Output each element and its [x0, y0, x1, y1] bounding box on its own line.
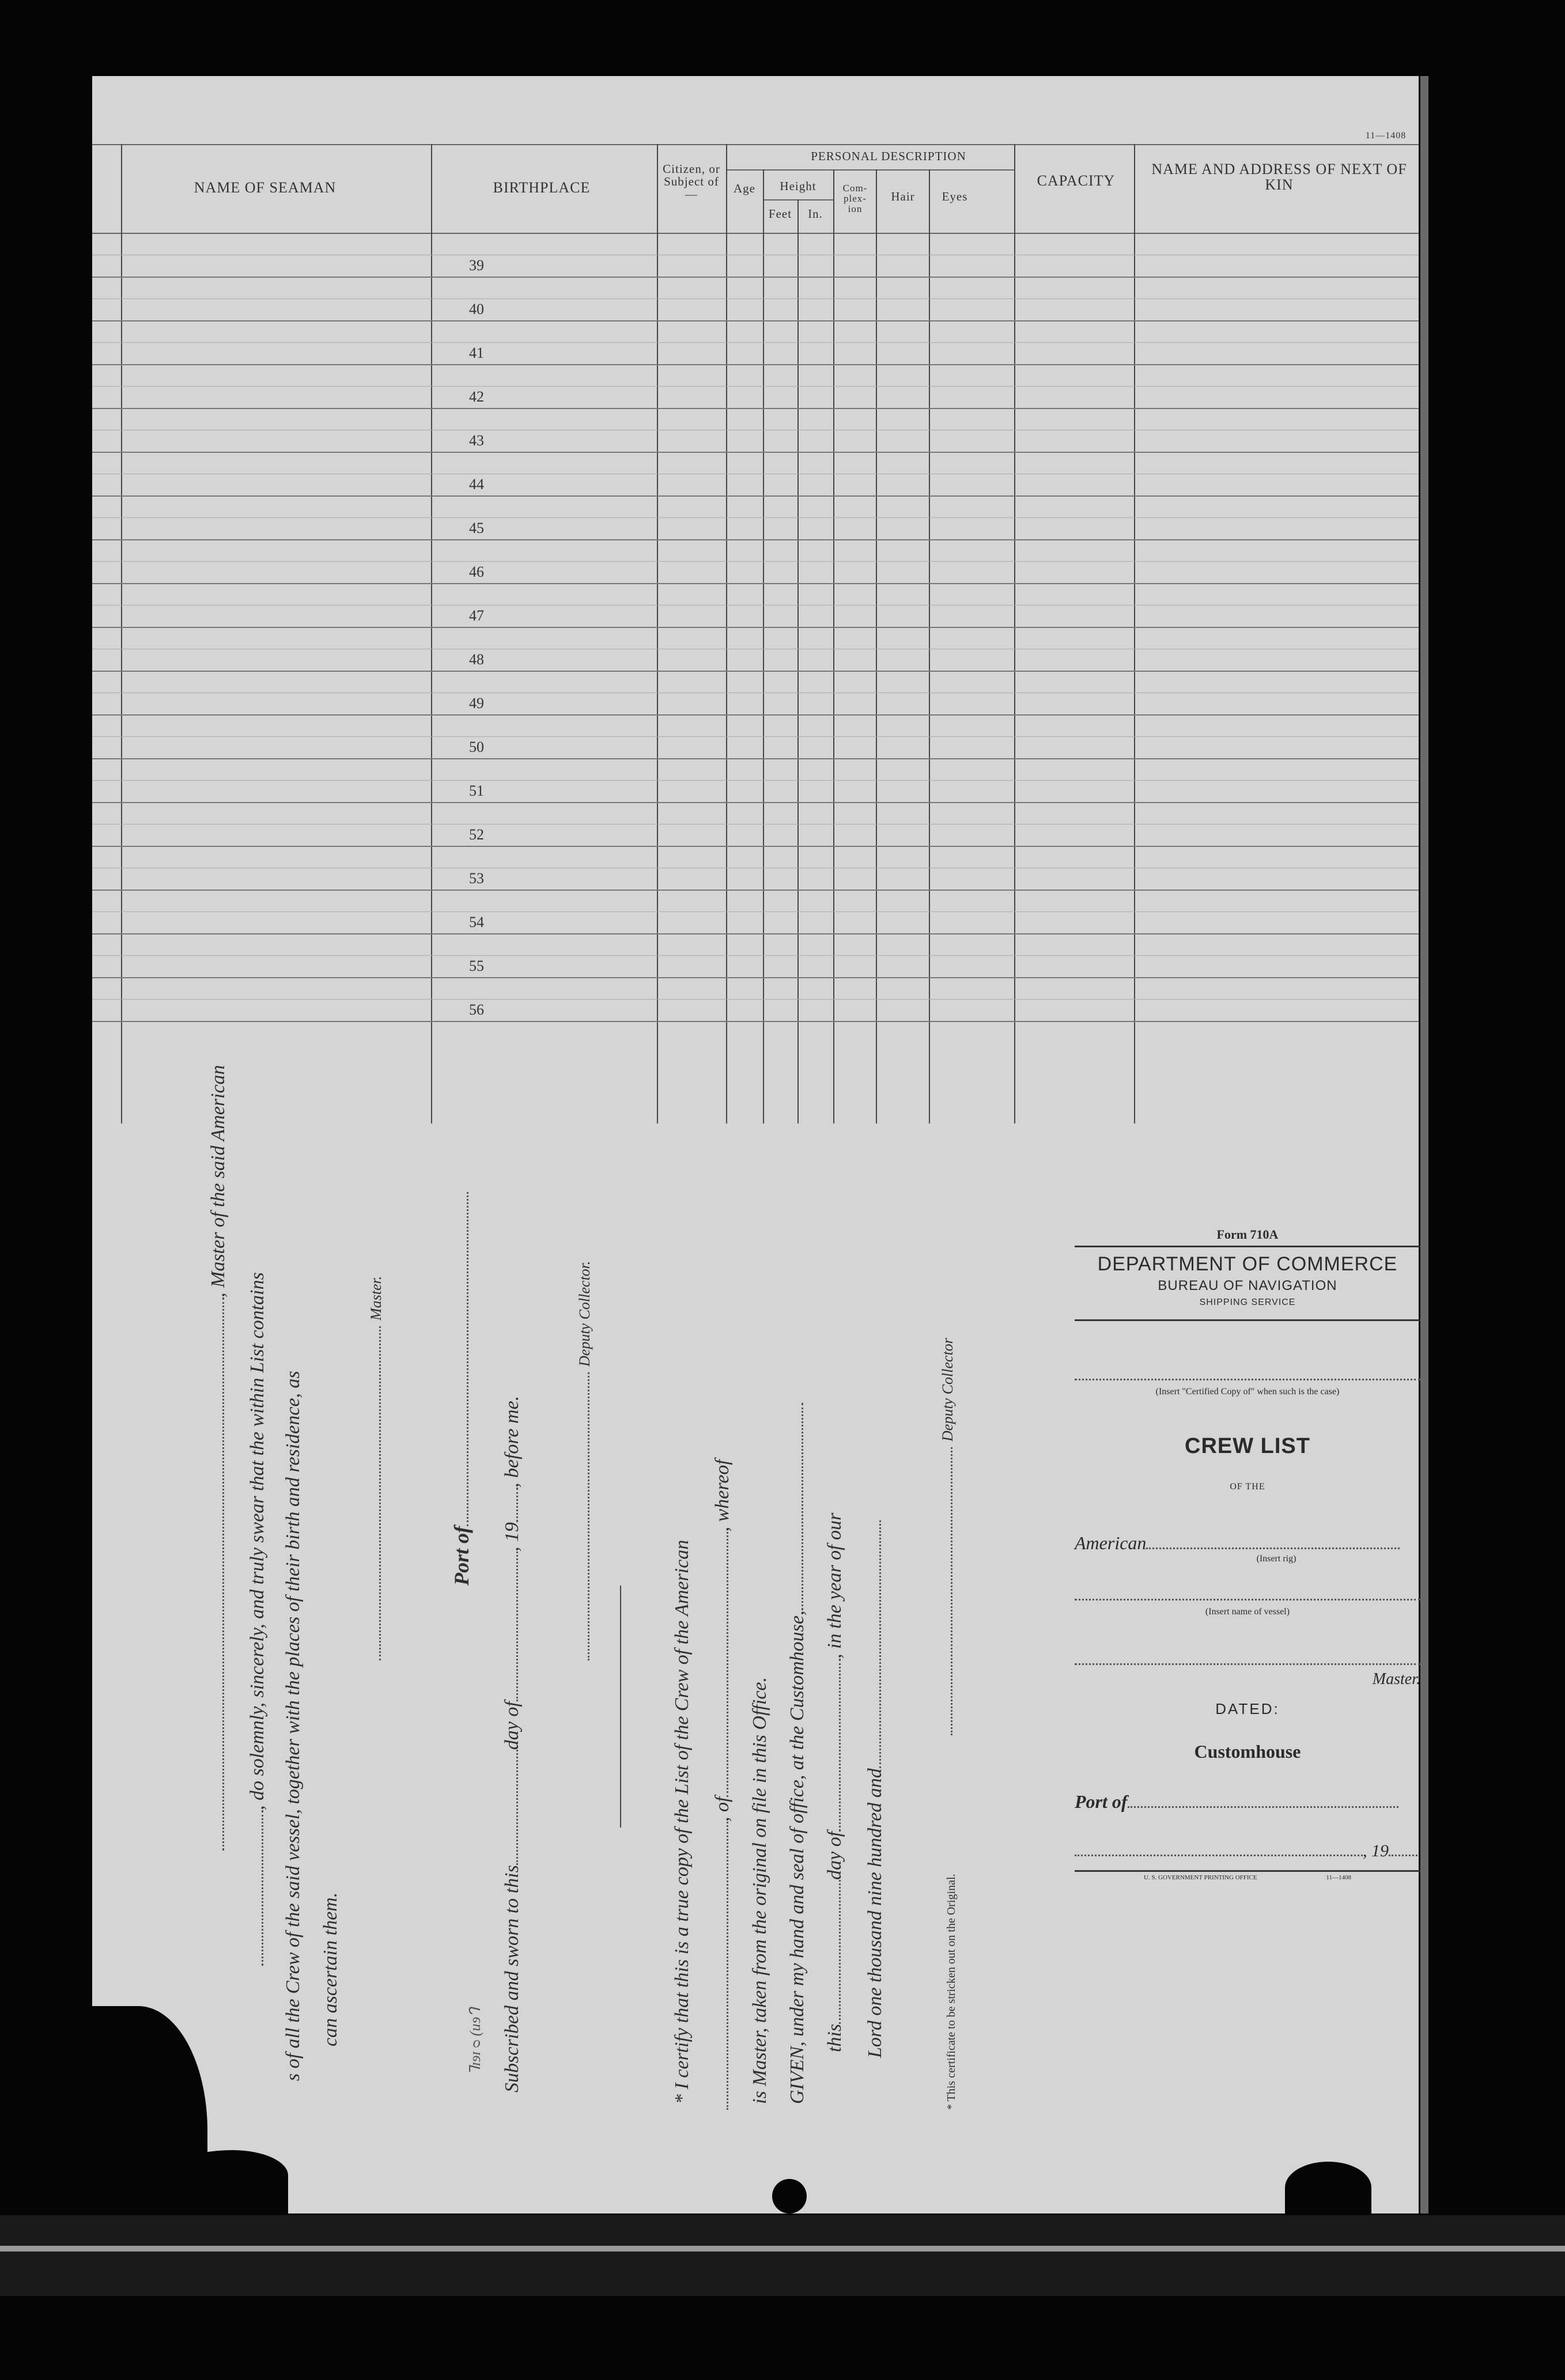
header-eyes: Eyes — [942, 190, 968, 203]
row-number: 51 — [469, 782, 484, 799]
header-complexion: Com- plex- ion — [842, 183, 868, 214]
oath-port-of — [449, 1192, 474, 1586]
row-number: 45 — [469, 520, 484, 536]
cert-line-5 — [824, 1513, 846, 2052]
oath-divider — [620, 1586, 621, 1827]
row-rule — [92, 539, 1419, 540]
cert-line-4 — [787, 1403, 808, 2104]
header-capacity: CAPACITY — [1037, 172, 1116, 189]
row-number: 39 — [469, 257, 484, 274]
row-rule — [92, 714, 1419, 716]
header-height: Height — [780, 179, 816, 193]
film-bottom-line — [0, 2246, 1565, 2252]
oath-line-2 — [247, 1272, 269, 1966]
row-mid-rule — [92, 911, 1419, 912]
row-rule — [92, 583, 1419, 584]
header-name-of-seaman: NAME OF SEAMAN — [194, 179, 337, 196]
cover-date-line — [1075, 1841, 1420, 1861]
cert-whereof: , whereof — [712, 1459, 733, 1532]
cert-deputy-sig — [939, 1338, 957, 1735]
col-rule — [431, 144, 432, 1123]
row-number: 50 — [469, 739, 484, 755]
vessel-name-line — [1075, 1599, 1420, 1600]
cover-form-no: 11—1408 — [1326, 1874, 1351, 1881]
row-mid-rule — [92, 736, 1419, 737]
cert-line-1-text: * I certify that this is a true copy of the List of the Crew of the American — [671, 1539, 693, 2104]
row-number: 52 — [469, 826, 484, 843]
cert-line-3-text: is Master, taken from the original on file in this Office. — [749, 1677, 770, 2104]
cert-line-2 — [712, 1459, 734, 2110]
header-hair: Hair — [891, 190, 915, 203]
cert-given-text: GIVEN, under my hand and seal of office, at the Customhouse, — [787, 1610, 808, 2104]
row-mid-rule — [92, 517, 1419, 518]
cert-of: , of — [712, 1796, 733, 1822]
cover-panel — [1075, 1227, 1420, 1881]
oath-master-label: Master. — [368, 1276, 384, 1320]
row-rule — [92, 364, 1419, 365]
row-mid-rule — [92, 386, 1419, 387]
header-citizen: Citizen, or Subject of— — [663, 162, 720, 202]
row-rule — [92, 977, 1419, 978]
cover-port-of-label: Port of — [1075, 1791, 1128, 1812]
oath-stamp-text: ᒣɪɘɪ ᴑ (ᴎɘᒉ — [467, 2007, 483, 2075]
row-mid-rule — [92, 298, 1419, 299]
oath-line-2-text: , do solemnly, sincerely, and truly swear that the within List contains — [247, 1272, 268, 1810]
cert-this: this — [824, 2023, 845, 2052]
row-number: 54 — [469, 914, 484, 930]
row-rule — [92, 452, 1419, 453]
row-mid-rule — [92, 955, 1419, 956]
cover-insert-certified: (Insert "Certified Copy of" when such is the case) — [1155, 1387, 1340, 1397]
row-rule — [92, 933, 1419, 934]
cert-lord-text: Lord one thousand nine hundred and — [864, 1768, 886, 2058]
row-rule — [92, 1021, 1419, 1022]
sheet-right-edge — [1420, 76, 1428, 2213]
oath-subscribed-text: Subscribed and sworn to this — [501, 1865, 523, 2093]
burn-damage — [772, 2179, 807, 2213]
certified-copy-line — [1075, 1379, 1420, 1380]
cover-port-of-line — [1075, 1791, 1420, 1813]
header-personal-description: PERSONAL DESCRIPTION — [811, 149, 966, 163]
header-age: Age — [734, 181, 755, 195]
row-rule — [92, 846, 1419, 847]
cert-line-3 — [749, 1677, 771, 2104]
col-rule — [833, 169, 834, 1123]
col-rule — [797, 199, 799, 1123]
col-rule — [876, 169, 877, 1123]
oath-nineteen: , 19 — [501, 1522, 523, 1552]
cert-footnote-text: * This certificate to be stricken out on the Original. — [945, 1874, 958, 2110]
cert-line-6 — [864, 1520, 886, 2058]
header-birthplace: BIRTHPLACE — [493, 179, 591, 196]
cover-american-label: American — [1075, 1533, 1147, 1553]
header-next-of-kin: NAME AND ADDRESS OF NEXT OF KIN — [1151, 161, 1407, 194]
row-number: 48 — [469, 651, 484, 668]
header-top-rule — [92, 144, 1419, 145]
oath-line-1 — [207, 1065, 229, 1851]
cover-bureau: BUREAU OF NAVIGATION — [1158, 1278, 1337, 1293]
row-number: 41 — [469, 345, 484, 361]
film-bottom-strip — [0, 2215, 1565, 2296]
cover-footer — [1075, 1874, 1420, 1881]
row-number: 56 — [469, 1001, 484, 1018]
row-number: 40 — [469, 301, 484, 317]
cover-form-number: Form 710A — [1216, 1227, 1279, 1242]
col-rule — [1134, 144, 1135, 1123]
header-inches: In. — [808, 207, 823, 221]
row-number: 42 — [469, 388, 484, 405]
cover-service: SHIPPING SERVICE — [1199, 1297, 1296, 1307]
col-rule — [763, 169, 764, 1123]
row-mid-rule — [92, 342, 1419, 343]
row-number: 53 — [469, 870, 484, 887]
cover-american-line — [1075, 1533, 1420, 1554]
oath-stamp — [467, 2007, 484, 2075]
oath-line-1-text: , Master of the said American — [207, 1065, 229, 1297]
cover-master-line — [1075, 1658, 1420, 1689]
cert-day-of: day of — [824, 1831, 845, 1880]
row-number: 43 — [469, 432, 484, 449]
row-number: 47 — [469, 607, 484, 624]
oath-before-me: , before me. — [501, 1395, 523, 1488]
row-rule — [92, 408, 1419, 409]
cert-deputy-label: Deputy Collector — [939, 1338, 956, 1441]
row-mid-rule — [92, 999, 1419, 1000]
col-rule — [726, 144, 727, 1123]
cover-dated: DATED: — [1215, 1700, 1280, 1717]
cover-crew-list-title: CREW LIST — [1185, 1434, 1310, 1458]
burn-damage — [1285, 2162, 1371, 2213]
row-rule — [92, 627, 1419, 628]
row-rule — [92, 495, 1419, 497]
row-rule — [92, 758, 1419, 759]
cover-of-the: OF THE — [1230, 1482, 1265, 1492]
personal-sub-rule — [726, 169, 1014, 171]
oath-deputy-sig — [576, 1261, 594, 1660]
cover-customhouse: Customhouse — [1194, 1741, 1301, 1762]
row-mid-rule — [92, 605, 1419, 606]
col-rule — [657, 144, 658, 1123]
oath-master-sig — [368, 1276, 385, 1660]
corner-form-mark: 11—1408 — [1365, 131, 1407, 141]
row-number: 44 — [469, 476, 484, 493]
row-rule — [92, 671, 1419, 672]
cover-master-label: Master. — [1372, 1670, 1420, 1688]
cover-printing-office: U. S. GOVERNMENT PRINTING OFFICE — [1144, 1874, 1257, 1881]
crew-list-sheet — [92, 76, 1419, 2213]
oath-day-of: day of — [501, 1701, 523, 1750]
cert-footnote — [945, 1874, 958, 2110]
row-rule — [92, 802, 1419, 803]
cover-insert-vessel: (Insert name of vessel) — [1205, 1607, 1290, 1617]
row-mid-rule — [92, 780, 1419, 781]
oath-line-4 — [320, 1893, 342, 2046]
oath-port-of-label: Port of — [450, 1526, 473, 1586]
cover-year-label: , 19 — [1363, 1841, 1389, 1860]
cert-year-of-our: , in the year of our — [824, 1512, 845, 1659]
cover-insert-rig: (Insert rig) — [1256, 1554, 1296, 1564]
oath-subscribed-line — [501, 1396, 523, 2093]
row-number: 46 — [469, 563, 484, 580]
oath-line-3-text: s of all the Crew of the said vessel, together with the places of their birth and residence, as — [282, 1371, 304, 2081]
row-number: 55 — [469, 958, 484, 974]
col-rule — [1014, 144, 1015, 1123]
row-mid-rule — [92, 561, 1419, 562]
oath-line-4-text: can ascertain them. — [320, 1892, 341, 2046]
row-rule — [92, 890, 1419, 891]
cert-line-1 — [671, 1540, 693, 2104]
oath-line-3 — [282, 1371, 304, 2081]
row-number: 49 — [469, 695, 484, 712]
col-rule — [929, 169, 930, 1123]
cover-department: DEPARTMENT OF COMMERCE — [1097, 1253, 1398, 1275]
header-bottom-rule — [92, 233, 1419, 234]
col-rule — [121, 144, 122, 1123]
header-feet: Feet — [768, 207, 792, 221]
row-rule — [92, 277, 1419, 278]
row-rule — [92, 320, 1419, 321]
oath-deputy-label: Deputy Collector. — [576, 1261, 593, 1367]
